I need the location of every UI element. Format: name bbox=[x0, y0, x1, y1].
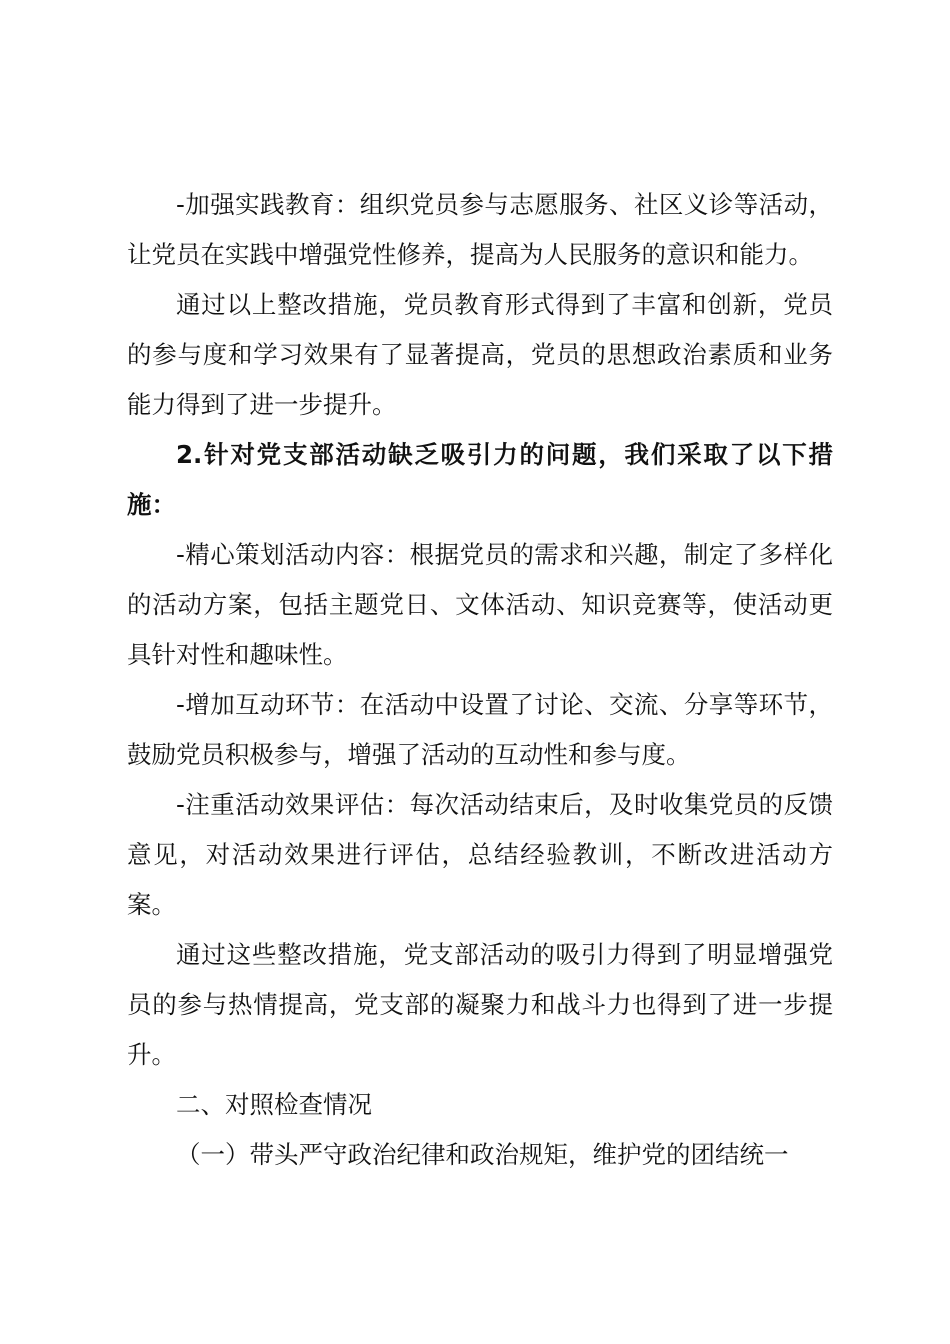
section-heading-inspection: 二、对照检查情况 bbox=[176, 1090, 372, 1119]
document-body bbox=[127, 180, 833, 1180]
paragraph-activity-planning: -精心策划活动内容：根据党员的需求和兴趣，制定了多样化的活动方案，包括主题党日、文体活动、知识竞赛等，使活动更具针对性和趣味性。 bbox=[127, 540, 833, 669]
section-heading-branch-activities: 2.针对党支部活动缺乏吸引力的问题，我们采取了以下措施： bbox=[127, 440, 833, 519]
paragraph-education-result: 通过以上整改措施，党员教育形式得到了丰富和创新，党员的参与度和学习效果有了显著提高，党员的思想政治素质和业务能力得到了进一步提升。 bbox=[127, 290, 833, 419]
paragraph-evaluation: -注重活动效果评估：每次活动结束后，及时收集党员的反馈意见，对活动效果进行评估，总结经验教训，不断改进活动方案。 bbox=[127, 790, 833, 919]
paragraph-political-discipline: （一）带头严守政治纪律和政治规矩，维护党的团结统一 bbox=[176, 1140, 789, 1169]
paragraph-activity-result: 通过这些整改措施，党支部活动的吸引力得到了明显增强党员的参与热情提高，党支部的凝聚力和战斗力也得到了进一步提升。 bbox=[127, 940, 833, 1069]
paragraph-interaction: -增加互动环节：在活动中设置了讨论、交流、分享等环节，鼓励党员积极参与，增强了活动的互动性和参与度。 bbox=[127, 690, 833, 769]
paragraph-practice-education: -加强实践教育：组织党员参与志愿服务、社区义诊等活动，让党员在实践中增强党性修养，提高为人民服务的意识和能力。 bbox=[127, 190, 833, 269]
